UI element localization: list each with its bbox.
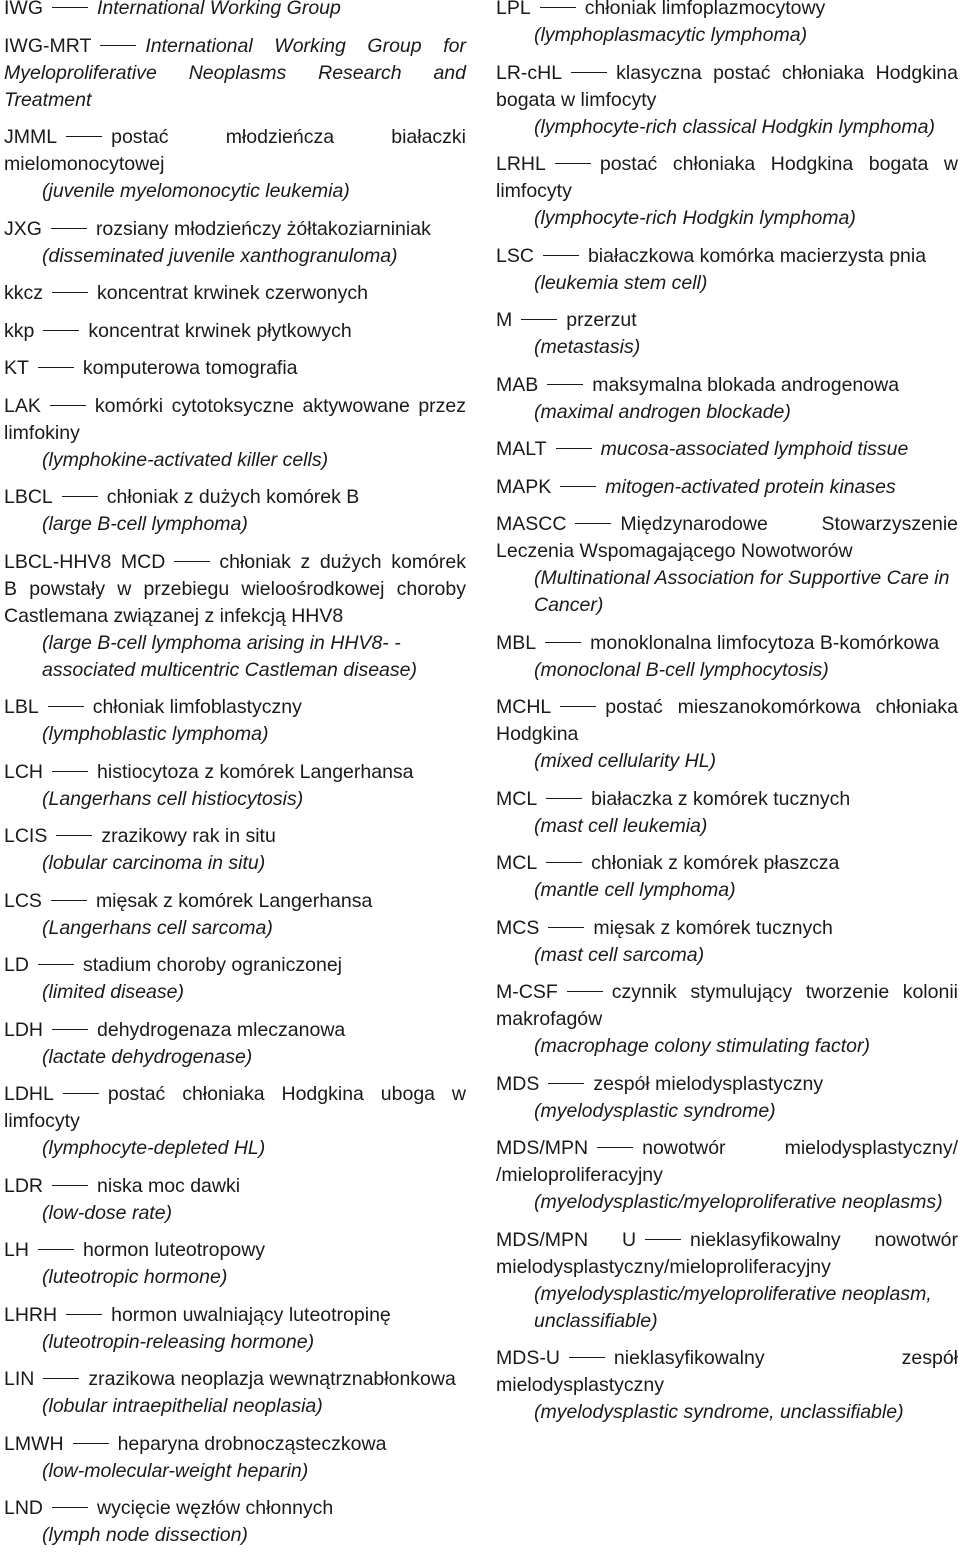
polish-definition: chłoniak limfoblastyczny xyxy=(92,696,302,718)
em-dash-separator xyxy=(545,642,581,643)
polish-definition: chłoniak z dużych komórek B xyxy=(106,486,360,508)
glossary-entry xyxy=(496,979,958,1060)
abbreviation: LDR xyxy=(4,1174,44,1197)
english-translation: (disseminated juvenile xanthogranuloma) xyxy=(42,244,398,267)
glossary-term-line xyxy=(496,630,958,657)
polish-definition: International Working Group xyxy=(97,0,341,19)
english-translation: (metastasis) xyxy=(534,336,641,358)
glossary-entry xyxy=(4,952,466,1006)
english-translation: (mast cell sarcoma) xyxy=(534,943,705,966)
polish-definition: nieklasyfikowalny zespół mielodysplastyczny xyxy=(496,1347,958,1396)
glossary-column-left xyxy=(4,0,466,1560)
em-dash-separator xyxy=(575,523,611,524)
em-dash-separator xyxy=(548,1083,584,1084)
glossary-entry xyxy=(496,243,958,297)
english-translation: (mantle cell lymphoma) xyxy=(534,879,736,901)
glossary-entry xyxy=(4,216,466,270)
glossary-term-line xyxy=(496,850,958,877)
abbreviation: MBL xyxy=(496,631,537,654)
abbreviation: LIN xyxy=(4,1368,35,1390)
em-dash-separator xyxy=(52,771,88,772)
glossary-entry xyxy=(496,60,958,141)
polish-definition: wycięcie węzłów chłonnych xyxy=(97,1497,334,1519)
polish-definition: maksymalna blokada androgenowa xyxy=(592,373,900,396)
glossary-term-line xyxy=(4,694,466,721)
polish-definition: koncentrat krwinek płytkowych xyxy=(88,319,352,342)
glossary-entry xyxy=(4,1431,466,1485)
em-dash-separator xyxy=(597,1147,633,1148)
abbreviation: LDH xyxy=(4,1018,44,1041)
polish-definition: przerzut xyxy=(566,309,637,331)
english-translation: (myelodysplastic syndrome) xyxy=(534,1099,776,1122)
english-translation: (lactate dehydrogenase) xyxy=(42,1045,253,1068)
english-translation: (lobular carcinoma in situ) xyxy=(42,852,266,874)
glossary-term-line xyxy=(496,694,958,748)
em-dash-separator xyxy=(52,1507,88,1508)
polish-definition: histiocytoza z komórek Langerhansa xyxy=(97,760,414,783)
english-translation: (myelodysplastic syndrome, unclassifiable) xyxy=(534,1401,904,1423)
abbreviation: LPL xyxy=(496,0,531,19)
glossary-entry xyxy=(4,33,466,114)
abbreviation: MCS xyxy=(496,916,540,939)
abbreviation: LBCL xyxy=(4,486,53,508)
abbreviation: MAPK xyxy=(496,475,552,498)
abbreviation: LHRH xyxy=(4,1303,58,1326)
glossary-entry xyxy=(496,0,958,49)
glossary-entry xyxy=(496,307,958,361)
polish-definition: białaczka z komórek tucznych xyxy=(591,787,851,810)
abbreviation: MDS/MPN U xyxy=(496,1228,637,1251)
abbreviation: LND xyxy=(4,1497,44,1519)
abbreviation: LSC xyxy=(496,244,534,267)
glossary-term-line xyxy=(496,0,958,22)
glossary-term-line xyxy=(4,1237,466,1264)
glossary-term-line xyxy=(496,151,958,205)
em-dash-separator xyxy=(56,835,92,836)
english-translation: (low-dose rate) xyxy=(42,1201,173,1224)
glossary-entry xyxy=(496,1135,958,1216)
abbreviation: LH xyxy=(4,1239,29,1261)
em-dash-separator xyxy=(43,1378,79,1379)
glossary-term-line xyxy=(4,355,466,382)
abbreviation: LMWH xyxy=(4,1432,64,1455)
glossary-term-line xyxy=(496,1071,958,1098)
glossary-entry xyxy=(4,1302,466,1356)
english-translation: (myelodysplastic/myeloproliferative neoplasms) xyxy=(534,1191,943,1213)
glossary-entry xyxy=(4,1495,466,1549)
glossary-entry xyxy=(4,1173,466,1227)
abbreviation: M-CSF xyxy=(496,981,558,1003)
polish-definition: zrazikowa neoplazja wewnątrznabłonkowa xyxy=(88,1368,456,1390)
glossary-term-line xyxy=(496,307,958,334)
glossary-entry xyxy=(4,888,466,942)
glossary-term-line xyxy=(496,474,958,501)
glossary-entry xyxy=(496,630,958,684)
english-translation: (lymphocyte-depleted HL) xyxy=(42,1137,266,1159)
glossary-entry xyxy=(4,1237,466,1291)
abbreviation: kkp xyxy=(4,319,35,342)
polish-definition: dehydrogenaza mleczanowa xyxy=(97,1018,346,1041)
glossary-term-line xyxy=(496,511,958,565)
glossary-term-line xyxy=(496,1135,958,1189)
glossary-term-line xyxy=(4,1173,466,1200)
em-dash-separator xyxy=(521,319,557,320)
em-dash-separator xyxy=(73,1443,109,1444)
glossary-term-line xyxy=(4,1081,466,1135)
polish-definition: postać mieszanokomórkowa chłoniaka Hodgkina xyxy=(496,696,958,745)
glossary-entry xyxy=(4,280,466,307)
english-translation: (luteotropin-releasing hormone) xyxy=(42,1330,315,1353)
polish-definition: czynnik stymulujący tworzenie kolonii makrofagów xyxy=(496,981,958,1030)
em-dash-separator xyxy=(548,927,584,928)
em-dash-separator xyxy=(556,448,592,449)
glossary-term-line xyxy=(4,1495,466,1522)
glossary-entry xyxy=(4,1081,466,1162)
polish-definition: chłoniak limfoplazmocytowy xyxy=(584,0,826,19)
em-dash-separator xyxy=(38,1249,74,1250)
glossary-term-line xyxy=(4,1366,466,1393)
abbreviation: kkcz xyxy=(4,282,43,304)
em-dash-separator xyxy=(546,862,582,863)
em-dash-separator xyxy=(38,964,74,965)
english-translation: (lymphoplasmacytic lymphoma) xyxy=(534,24,808,46)
glossary-term-line xyxy=(4,124,466,178)
polish-definition: chłoniak z dużych komórek B powstały w przebiegu wieloośrodkowej choroby Castlemana związanej z infekcją HHV8 xyxy=(4,550,466,627)
english-translation: (large B-cell lymphoma arising in HHV8- -associated multicentric Castleman disease) xyxy=(42,631,417,681)
em-dash-separator xyxy=(50,405,86,406)
english-translation: (Langerhans cell sarcoma) xyxy=(42,916,273,939)
glossary-term-line xyxy=(4,1431,466,1458)
abbreviation: MALT xyxy=(496,438,547,460)
polish-definition: nieklasyfikowalny nowotwór mielodysplastyczny/mieloproliferacyjny xyxy=(496,1228,958,1278)
glossary-term-line xyxy=(4,1017,466,1044)
glossary-term-line xyxy=(496,1227,958,1281)
glossary-entry xyxy=(4,759,466,813)
em-dash-separator xyxy=(560,706,596,707)
english-translation: (monoclonal B-cell lymphocytosis) xyxy=(534,658,829,681)
polish-definition: nowotwór mielodysplastyczny/ /mieloproliferacyjny xyxy=(496,1137,958,1186)
abbreviation: LBCL-HHV8 MCD xyxy=(4,550,166,573)
em-dash-separator xyxy=(52,1029,88,1030)
english-translation: (maximal androgen blockade) xyxy=(534,400,791,423)
abbreviation: LRHL xyxy=(496,153,546,175)
abbreviation: MCL xyxy=(496,852,538,874)
em-dash-separator xyxy=(571,72,607,73)
em-dash-separator xyxy=(48,706,84,707)
glossary-term-line xyxy=(4,280,466,307)
abbreviation: MCL xyxy=(496,787,538,810)
abbreviation: JXG xyxy=(4,217,42,240)
glossary-entry xyxy=(4,484,466,538)
em-dash-separator xyxy=(567,991,603,992)
glossary-entry xyxy=(4,694,466,748)
glossary-entry xyxy=(496,474,958,501)
glossary-term-line xyxy=(4,1302,466,1329)
english-translation: (juvenile myelomonocytic leukemia) xyxy=(42,180,350,202)
glossary-term-line xyxy=(4,549,466,630)
glossary-term-line xyxy=(496,786,958,813)
polish-definition: komórki cytotoksyczne aktywowane przez limfokiny xyxy=(4,394,466,444)
abbreviation: LCS xyxy=(4,889,42,912)
english-translation: (mast cell leukemia) xyxy=(534,814,708,837)
polish-definition: zrazikowy rak in situ xyxy=(101,825,276,847)
glossary-entry xyxy=(496,915,958,969)
em-dash-separator xyxy=(66,1314,102,1315)
em-dash-separator xyxy=(51,900,87,901)
polish-definition: postać chłoniaka Hodgkina bogata w limfocyty xyxy=(496,153,958,202)
polish-definition: koncentrat krwinek czerwonych xyxy=(97,282,368,304)
glossary-entry xyxy=(4,124,466,205)
glossary-entry xyxy=(496,151,958,232)
em-dash-separator xyxy=(52,292,88,293)
glossary-entry xyxy=(496,786,958,840)
polish-definition: hormon luteotropowy xyxy=(82,1239,266,1261)
glossary-term-line xyxy=(496,915,958,942)
em-dash-separator xyxy=(100,45,136,46)
abbreviation: LCIS xyxy=(4,825,48,847)
glossary-entry xyxy=(4,1366,466,1420)
glossary-entry xyxy=(496,372,958,426)
english-translation: (lymphocyte-rich Hodgkin lymphoma) xyxy=(534,207,856,229)
abbreviation: MDS/MPN xyxy=(496,1137,589,1159)
polish-definition: mięsak z komórek tucznych xyxy=(593,916,833,939)
english-translation: (mixed cellularity HL) xyxy=(534,750,717,772)
polish-definition: stadium choroby ograniczonej xyxy=(82,954,342,976)
glossary-term-line xyxy=(4,888,466,915)
glossary-term-line xyxy=(4,216,466,243)
glossary-entry xyxy=(4,0,466,22)
em-dash-separator xyxy=(51,228,87,229)
glossary-entry xyxy=(4,1017,466,1071)
glossary-entry xyxy=(496,436,958,463)
glossary-entry xyxy=(4,355,466,382)
glossary-term-line xyxy=(4,823,466,850)
english-translation: (limited disease) xyxy=(42,981,184,1003)
glossary-entry xyxy=(4,318,466,345)
polish-definition: postać młodzieńcza białaczki mielomonocytowej xyxy=(4,126,466,175)
em-dash-separator xyxy=(645,1239,681,1240)
english-translation: (Langerhans cell histiocytosis) xyxy=(42,787,304,810)
abbreviation: LAK xyxy=(4,394,41,417)
polish-definition: mięsak z komórek Langerhansa xyxy=(95,889,373,912)
abbreviation: MASCC xyxy=(496,513,567,535)
polish-definition: Międzynarodowe Stowarzyszenie Leczenia Wspomagającego Nowotworów xyxy=(496,513,958,562)
glossary-entry xyxy=(496,1227,958,1335)
glossary-entry xyxy=(4,393,466,474)
glossary-entry xyxy=(496,1071,958,1125)
em-dash-separator xyxy=(547,384,583,385)
glossary-entry xyxy=(4,823,466,877)
em-dash-separator xyxy=(540,7,576,8)
glossary-entry xyxy=(496,511,958,619)
glossary-term-line xyxy=(4,759,466,786)
english-translation: (lobular intraepithelial neoplasia) xyxy=(42,1395,323,1417)
polish-definition: białaczkowa komórka macierzysta pnia xyxy=(587,244,927,267)
glossary-term-line xyxy=(496,372,958,399)
polish-definition: zespół mielodysplastyczny xyxy=(593,1072,824,1095)
glossary-term-line xyxy=(496,979,958,1033)
abbreviation: M xyxy=(496,309,513,331)
abbreviation: MDS xyxy=(496,1072,540,1095)
english-translation: (lymphoblastic lymphoma) xyxy=(42,723,269,745)
polish-definition: niska moc dawki xyxy=(97,1174,241,1197)
abbreviation: MAB xyxy=(496,373,539,396)
glossary-term-line xyxy=(4,484,466,511)
polish-definition: mitogen-activated protein kinases xyxy=(605,475,896,498)
polish-definition: klasyczna postać chłoniaka Hodgkina bogata w limfocyty xyxy=(496,61,958,111)
english-translation: (myelodysplastic/myeloproliferative neoplasm, unclassifiable) xyxy=(534,1282,932,1332)
abbreviation: MCHL xyxy=(496,696,552,718)
polish-definition: International Working Group for Myeloproliferative Neoplasms Research and Treatment xyxy=(4,34,466,111)
glossary-term-line xyxy=(496,60,958,114)
polish-definition: komputerowa tomografia xyxy=(82,357,298,379)
english-translation: (leukemia stem cell) xyxy=(534,271,708,294)
abbreviation: JMML xyxy=(4,126,58,148)
em-dash-separator xyxy=(174,561,210,562)
em-dash-separator xyxy=(38,367,74,368)
glossary-term-line xyxy=(4,0,466,22)
polish-definition: postać chłoniaka Hodgkina uboga w limfocyty xyxy=(4,1083,466,1132)
em-dash-separator xyxy=(555,163,591,164)
abbreviation: LCH xyxy=(4,760,44,783)
glossary-entry xyxy=(4,549,466,684)
polish-definition: heparyna drobnocząsteczkowa xyxy=(117,1432,387,1455)
english-translation: (macrophage colony stimulating factor) xyxy=(534,1035,870,1057)
glossary-term-line xyxy=(4,318,466,345)
abbreviation: LR-cHL xyxy=(496,61,563,84)
glossary-term-line xyxy=(496,436,958,463)
em-dash-separator xyxy=(66,136,102,137)
em-dash-separator xyxy=(63,1093,99,1094)
abbreviation: KT xyxy=(4,357,29,379)
em-dash-separator xyxy=(560,486,596,487)
abbreviation: LBL xyxy=(4,696,39,718)
english-translation: (lymphocyte-rich classical Hodgkin lymphoma) xyxy=(534,115,935,138)
glossary-term-line xyxy=(4,952,466,979)
polish-definition: hormon uwalniający luteotropinę xyxy=(111,1303,391,1326)
english-translation: (Multinational Association for Supportive Care in Cancer) xyxy=(534,567,950,616)
glossary-entry xyxy=(496,1345,958,1426)
polish-definition: rozsiany młodzieńczy żółtakoziarniniak xyxy=(95,217,431,240)
abbreviation: IWG xyxy=(4,0,43,19)
em-dash-separator xyxy=(52,7,88,8)
glossary-entry xyxy=(496,694,958,775)
em-dash-separator xyxy=(569,1357,605,1358)
english-translation: (lymph node dissection) xyxy=(42,1524,248,1546)
english-translation: (lymphokine-activated killer cells) xyxy=(42,448,329,471)
abbreviation: MDS-U xyxy=(496,1347,560,1369)
glossary-term-line xyxy=(4,393,466,447)
glossary-column-right xyxy=(496,0,958,1437)
polish-definition: mucosa-associated lymphoid tissue xyxy=(600,438,909,460)
em-dash-separator xyxy=(62,496,98,497)
glossary-term-line xyxy=(496,243,958,270)
glossary-term-line xyxy=(4,33,466,114)
glossary-term-line xyxy=(496,1345,958,1399)
em-dash-separator xyxy=(546,798,582,799)
abbreviation: LD xyxy=(4,954,29,976)
english-translation: (low-molecular-weight heparin) xyxy=(42,1459,309,1482)
polish-definition: monoklonalna limfocytoza B-komórkowa xyxy=(590,631,940,654)
em-dash-separator xyxy=(543,255,579,256)
english-translation: (luteotropic hormone) xyxy=(42,1266,228,1288)
em-dash-separator xyxy=(52,1185,88,1186)
abbreviation: IWG-MRT xyxy=(4,34,92,57)
abbreviation: LDHL xyxy=(4,1083,54,1105)
polish-definition: chłoniak z komórek płaszcza xyxy=(591,852,840,874)
glossary-entry xyxy=(496,850,958,904)
em-dash-separator xyxy=(43,330,79,331)
english-translation: (large B-cell lymphoma) xyxy=(42,513,248,535)
